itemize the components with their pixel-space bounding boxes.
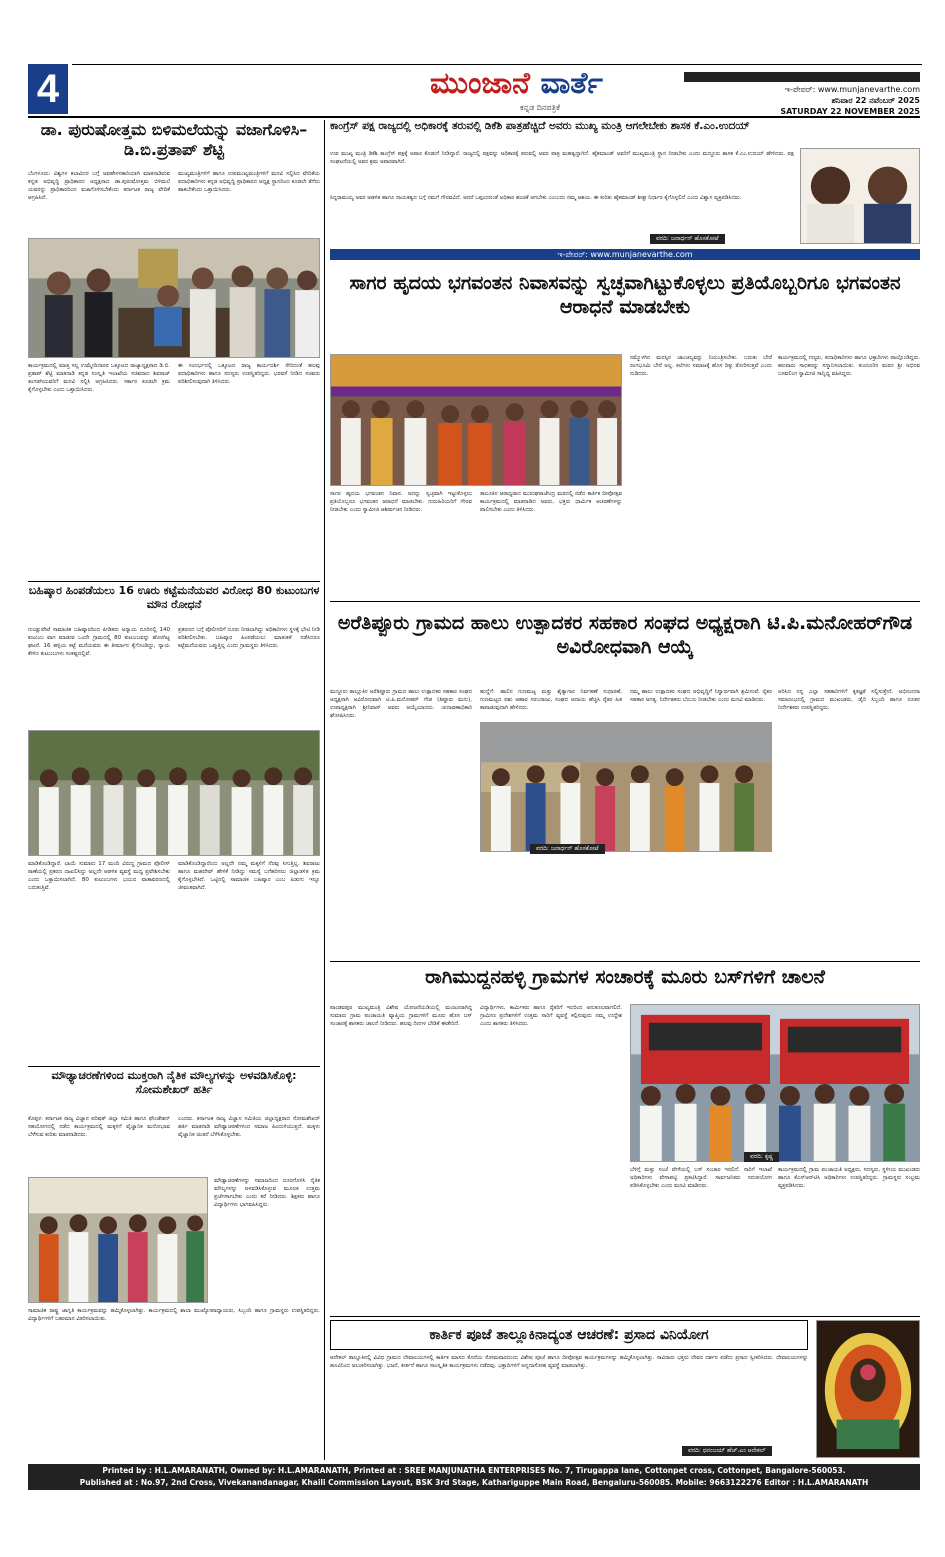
paragraph: ಮಾಡಿಕೊಂಡಿದ್ದಾರೆ. ಛಾಯೆ ಸುಮಾರು 17 ಮಂದಿ ವಿರುದ್ಧ ಗ್ರಾಮದ ಪೊಲೀಸ್ ಠಾಣೆಯಲ್ಲಿ ಪ್ರಕರಣ ದಾಖಲಿಸಿದ್ದು ಅಲ್ಲದೇ ಆಡಳಿತ ವ್ಯವಸ್ಥೆ ಮಧ್ಯ ಪ್ರವೇಶಿಸಬೇಕು ಎಂದು ಒತ್ತಾಯಿಸಲಾಗಿದೆ. 80 ಕುಟುಂಬಗಳು ಭಯದ ವಾತಾವರಣದಲ್ಲಿ ಬದುಕುತ್ತಿವೆ.: [28, 861, 170, 891]
article-text: [778, 1166, 920, 1310]
imprint-footer: [28, 1464, 920, 1490]
column-divider: [324, 120, 325, 1460]
article-text: [28, 860, 170, 1050]
paragraph: ಆನೇಕಲ್ ತಾಲ್ಲೂಕಿನಲ್ಲಿ ವಿವಿಧ ಗ್ರಾಮದ ದೇವಾಲಯಗಳಲ್ಲಿ ಕಾರ್ತಿಕ ಮಾಸದ ಕೊನೆಯ ಸೋಮವಾರದಂದು ವಿಶೇಷ ಪೂಜೆ ಹಾಗೂ ದೀಪೋತ್ಸವ ಕಾರ್ಯಕ್ರಮಗಳನ್ನು ಹಮ್ಮಿಕೊಳ್ಳಲಾಗಿತ್ತು. ಸಾವಿರಾರು ಭಕ್ತರು ದೇವರ ದರ್ಶನ ಪಡೆದು ಪ್ರಸಾದ ಸ್ವೀಕರಿಸಿದರು. ದೇವಾಲಯಗಳನ್ನು ಹೂವಿನಿಂದ ಅಲಂಕರಿಸಲಾಗಿತ್ತು. ಭಜನೆ, ಕೀರ್ತನೆ ಹಾಗೂ ಸಾಂಸ್ಕೃತಿಕ ಕಾರ್ಯಕ್ರಮಗಳು ನಡೆದವು. ಭಕ್ತಾದಿಗಳಿಗೆ ಅನ್ನದಾಸೋಹ ವ್ಯವಸ್ಥೆ ಮಾಡಲಾಗಿತ್ತು.: [330, 1355, 808, 1369]
headline-milk-society: ಅರೆತಿಪ್ಪೂರು ಗ್ರಾಮದ ಹಾಲು ಉತ್ಪಾದಕರ ಸಹಕಾರ ಸಂಘದ ಅಧ್ಯಕ್ಷರಾಗಿ ಟಿ.ಪಿ.ಮನೋಹರ್‌ಗೌಡ ಅವಿರೋಧವಾಗಿ ಆಯ್ಕೆ: [337, 612, 913, 658]
article-text: [330, 150, 794, 192]
article-text: [778, 354, 920, 594]
article-text: [630, 688, 772, 718]
article-text: [178, 860, 320, 1050]
photo-sagara-felicitation: [330, 354, 622, 486]
paragraph: ಬೆಳಿಗ್ಗೆ ಮತ್ತು ಸಂಜೆ ವೇಳೆಯಲ್ಲಿ ಬಸ್ ಸಂಚಾರ ಇರಲಿದೆ. ಸಾರಿಗೆ ಇಲಾಖೆ ಅಧಿಕಾರಿಗಳು ವೇಳಾಪಟ್ಟಿ ಪ್ರಕಟಿಸಿದ್ದಾರೆ. ಸಾರ್ವಜನಿಕರು ಸದುಪಯೋಗ ಪಡಿಸಿಕೊಳ್ಳಬೇಕು ಎಂದು ಮನವಿ ಮಾಡಿದರು.: [630, 1167, 772, 1189]
masthead-date-kannada: ಶನಿವಾರ 22 ನವೆಂಬರ್ 2025: [831, 96, 920, 105]
paragraph: ಮಾಡಿಕೊಂಡಿದ್ದಾರೆಂದು ಅಲ್ಲದೇ ನಮ್ಮ ಮಕ್ಕಳಿಗೆ ನೆರವು ಸಿಗುತ್ತಿಲ್ಲ. ಶಿವರಾಜು ಹಾಗೂ ಮಹದೇವ್ ಹೇಳಿಕೆ ನೀಡಿದ್ದು ಸಮಸ್ಯೆ ಬಗೆಹರಿಸಲು ಜಿಲ್ಲಾಡಳಿತ ಕ್ರಮ ಕೈಗೊಳ್ಳಬೇಕಿದೆ. ಒಟ್ಟಿನಲ್ಲಿ ಸಾಮಾಜಿಕ ಬಹಿಷ್ಕಾರ ಎಂಬ ಪಿಡುಗು ಇನ್ನೂ ಜೀವಂತವಾಗಿದೆ.: [178, 861, 320, 891]
paragraph: ಸಾಗರ ಹೃದಯ ಭಗವಂತನ ನಿವಾಸ. ಅದನ್ನು ಸ್ವಚ್ಛವಾಗಿ ಇಟ್ಟುಕೊಳ್ಳಲು ಪ್ರತಿಯೊಬ್ಬರೂ ಭಗವಂತನ ಆರಾಧನೆ ಮಾಡಬೇಕು. ಗುರುಹಿರಿಯರಿಗೆ ಗೌರವ ನೀಡಬೇಕು ಎಂದು ಸ್ವಾಮೀಜಿ ಆಶೀರ್ವಚನ ನೀಡಿದರು.: [330, 491, 472, 513]
headline-sagara: ಸಾಗರ ಹೃದಯ ಭಗವಂತನ ನಿವಾಸವನ್ನು ಸ್ವಚ್ಛವಾಗಿಟ್ಟುಕೊಳ್ಳಲು ಪ್ರತಿಯೊಬ್ಬರಿಗೂ ಭಗವಂತನ ಆರಾಧನೆ ಮಾಡಬೇಕು: [349, 272, 901, 318]
article-text: [214, 1177, 320, 1303]
section-divider: [330, 1316, 920, 1317]
photo-milk-society-group: [480, 722, 772, 852]
article-pratap-shetty: [28, 120, 320, 580]
article-text: [178, 626, 320, 726]
paragraph: ಪಾಂಡವಪುರ ಮುಖ್ಯಮಂತ್ರಿ ವಿಶೇಷ ಯೋಜನೆಯಡಿಯಲ್ಲಿ ಮಂಜೂರಾಗಿದ್ದ ಸುಮಾರು ಗ್ರಾಮ ಪಂಚಾಯತಿ ವ್ಯಾಪ್ತಿಯ ಗ್ರಾಮಗಳಿಗೆ ಮೂರು ಹೊಸ ಬಸ್ ಸಂಚಾರಕ್ಕೆ ಶಾಸಕರು ಚಾಲನೆ ನೀಡಿದರು. ಹಲವು ದಿನಗಳ ಬೇಡಿಕೆ ಈಡೇರಿದೆ.: [330, 1005, 472, 1027]
photo-deity-decoration: [816, 1320, 920, 1458]
caption-milk-society: ವರದಿ: ಜನಾರ್ಧನ್ ಹೊಸಕೋಟೆ: [530, 844, 605, 854]
article-text: [178, 362, 320, 580]
paragraph: ಮುಖ್ಯಮಂತ್ರಿಗಳಿಗೆ ಹಾಗೂ ಉಪಮುಖ್ಯಮಂತ್ರಿಗಳಿಗೆ ಮನವಿ ಸಲ್ಲಿಸಿದ ವೇದಿಕೆಯ ಪದಾಧಿಕಾರಿಗಳು ಕನ್ನಡ ಅಭಿವೃದ್ಧಿ ಪ್ರಾಧಿಕಾರದ ಅಧ್ಯಕ್ಷ ಸ್ಥಾನದಿಂದ ಕೂಡಲೇ ತೆಗೆದು ಹಾಕಬೇಕೆಂದು ಒತ್ತಾಯಿಸಿದರು.: [178, 171, 320, 193]
masthead-info-bar: [684, 72, 920, 82]
article-text: [330, 194, 794, 234]
section-divider: [28, 1066, 320, 1067]
masthead-website[interactable]: ಇ-ಪೇಪರ್: www.munjanevarthe.com: [784, 85, 920, 94]
paragraph: ಉಪ ಮುಖ್ಯ ಮಂತ್ರಿ ಡಿಕೆಶಿ ಕಾಂಗ್ರೆಸ್ ಪಕ್ಷಕ್ಕೆ ಅಪಾರ ಕೊಡುಗೆ ನೀಡಿದ್ದಾರೆ. ರಾಜ್ಯದಲ್ಲಿ ಪಕ್ಷವನ್ನು ಅಧಿಕಾರಕ್ಕೆ ತರುವಲ್ಲಿ ಅವರ ಪಾತ್ರ ಮಹತ್ವದ್ದಾಗಿದೆ. ಹೈಕಮಾಂಡ್ ಅವರಿಗೆ ಮುಖ್ಯಮಂತ್ರಿ ಸ್ಥಾನ ನೀಡಬೇಕು ಎಂದು ಮದ್ದೂರು ಶಾಸಕ ಕೆ.ಎಂ.ಉದಯ್ ಹೇಳಿದರು. ಪಕ್ಷ ಸಂಘಟನೆಯಲ್ಲಿ ಅವರ ಶ್ರಮ ಅಪಾರವಾಗಿದೆ.: [330, 151, 794, 165]
paragraph: ಮದ್ದೂರು ತಾಲ್ಲೂಕಿನ ಅರೆತಿಪ್ಪೂರು ಗ್ರಾಮದ ಹಾಲು ಉತ್ಪಾದಕರ ಸಹಕಾರ ಸಂಘದ ಅಧ್ಯಕ್ಷರಾಗಿ ಅವಿರೋಧವಾಗಿ ಟಿ.ಪಿ.ಮನೋಹರ್ ಗೌಡ (ತಿಪ್ಪೂರು ಮನು), ಉಪಾಧ್ಯಕ್ಷರಾಗಿ ಶ್ರೀನಿವಾಸ್ ಅವರು ಆಯ್ಕೆಯಾದರು. ಚುನಾವಣಾಧಿಕಾರಿ ಘೋಷಿಸಿದರು.: [330, 689, 472, 719]
headline-bus-service: ರಾಗಿಮುದ್ದನಹಳ್ಳಿ ಗ್ರಾಮಗಳ ಸಂಚಾರಕ್ಕೆ ಮೂರು ಬಸ್‌ಗಳಿಗೆ ಚಾಲನೆ: [425, 966, 825, 988]
masthead-title-part1: ಮುಂಜಾನೆ: [430, 66, 530, 101]
paragraph: ಕಾರ್ಯಕ್ರಮದಲ್ಲಿ ಗಣ್ಯರು, ಪದಾಧಿಕಾರಿಗಳು ಹಾಗೂ ಭಕ್ತಾದಿಗಳು ಪಾಲ್ಗೊಂಡಿದ್ದರು. ಹಲವಾರು ಸಾಧಕರನ್ನು ಸನ್ಮಾನಿಸಲಾಯಿತು. ಕುಂದೂರಿನ ಮಠದ ಶ್ರೀ ಅಭಿನವ ಬಸವಲಿಂಗ ಸ್ವಾಮೀಜಿ ಸಾನ್ನಿಧ್ಯ ವಹಿಸಿದ್ದರು.: [778, 355, 920, 377]
paragraph: ನಮ್ಮ ಹಾಲು ಉತ್ಪಾದಕರ ಸಂಘದ ಅಭಿವೃದ್ಧಿಗೆ ನಿಸ್ವಾರ್ಥವಾಗಿ ಶ್ರಮಿಸುವೆ. ರೈತರ ಸಹಕಾರ ಅಗತ್ಯ. ನಿರ್ದೇಶಕರು ಬೆಂಬಲ ನೀಡಬೇಕು ಎಂದು ಮನವಿ ಮಾಡಿದರು.: [630, 689, 772, 703]
paragraph: ಆರಿಸಿದ ನನ್ನ ಎಲ್ಲಾ ಸಹಕಾರಿಗಳಿಗೆ ಕೃತಜ್ಞತೆ ಸಲ್ಲಿಸುತ್ತೇನೆ. ಅಭಿನಂದನಾ ಸಮಾರಂಭದಲ್ಲಿ ಗ್ರಾಮದ ಮುಖಂಡರು, ಡೈರಿ ಸಿಬ್ಬಂದಿ ಹಾಗೂ ನೂತನ ನಿರ್ದೇಶಕರು ಉಪಸ್ಥಿತರಿದ್ದರು.: [778, 689, 920, 711]
paragraph: ತಾಲೂಕಿನ ಆರಾಧ್ಯರಾದ ಮುರುಘರಾಜೇಂದ್ರ ಮಠದಲ್ಲಿ ನಡೆದ ಕಾರ್ತಿಕ ದೀಪೋತ್ಸವ ಕಾರ್ಯಕ್ರಮದಲ್ಲಿ ಮಾತನಾಡಿದ ಅವರು, ಭಕ್ತರು ಧಾರ್ಮಿಕ ಆಚರಣೆಗಳನ್ನು ಪಾಲಿಸಬೇಕು ಎಂದು ತಿಳಿಸಿದರು.: [480, 491, 622, 513]
paragraph: ಹುದ್ದೆಗೆ: ಹಾಲಿನ ಗುಣಮಟ್ಟ ಮತ್ತು ಶೈತ್ಯಾಗಾರ ನಿರ್ವಹಣೆ ಸುಧಾರಣೆ, ಗುಣಮಟ್ಟದ ಪಶು ಆಹಾರ ಸರಬರಾಜು, ಸಂಘದ ಆದಾಯ ಹೆಚ್ಚಿಸಿ ರೈತರ ಹಿತ ಕಾಪಾಡುವುದಾಗಿ ಹೇಳಿದರು.: [480, 689, 622, 711]
article-text: [630, 354, 772, 594]
article-text: [28, 362, 170, 580]
article-text: [778, 688, 920, 956]
photo-pratap-shetty-meeting: [28, 238, 320, 358]
article-text: [480, 688, 622, 718]
website-banner[interactable]: ಇ-ಪೇಪರ್: www.munjanevarthe.com: [330, 249, 920, 260]
paragraph: ವಿದ್ಯಾರ್ಥಿಗಳು, ಕಾರ್ಮಿಕರು ಹಾಗೂ ರೈತರಿಗೆ ಇದರಿಂದ ಅನುಕೂಲವಾಗಲಿದೆ. ಗ್ರಾಮೀಣ ಪ್ರದೇಶಗಳಿಗೆ ಉತ್ತಮ ಸಾರಿಗೆ ವ್ಯವಸ್ಥೆ ಕಲ್ಪಿಸುವುದು ನಮ್ಮ ಉದ್ದೇಶ ಎಂದು ಶಾಸಕರು ತಿಳಿಸಿದರು.: [480, 1005, 622, 1027]
article-bus-service: [330, 964, 920, 1314]
imprint-line-1: Printed by : H.L.AMARANATH, Owned by: H.L.AMARANATH, Printed at : SREE MANJUNATHA ENTERPRISES No. 7, Tirugappa lane, Cottonpet cross, Cottonpet, Bangalore-560053.: [102, 1466, 846, 1475]
headline-karthika-box: [330, 1320, 808, 1350]
imprint-line-2: Published at : No.97, 2nd Cross, Vivekanandanagar, Khaili Commission Layout, BSK 3rd Stage, Kathariguppe Main Road, Bengaluru-560085. Mobile: 9663122276 Editor : H.L.AMARANATH: [79, 1478, 869, 1487]
headline-km-uday: ಕಾಂಗ್ರೆಸ್ ಪಕ್ಷ ರಾಜ್ಯದಲ್ಲಿ ಅಧಿಕಾರಕ್ಕೆ ತರುವಲ್ಲಿ ಡಿಕೆಶಿ ಪಾತ್ರಹೆಚ್ಚಿದೆ ಅವರು ಮುಖ್ಯ ಮಂತ್ರಿ ಆಗಲೇಬೇಕು ಶಾಸಕ ಕೆ.ಎಂ.ಉದಯ್: [330, 120, 750, 132]
paragraph: ಮೌಢ್ಯಾಚರಣೆಗಳನ್ನು ಸಮಾಜದಿಂದ ದೂರಗೊಳಿಸಿ ನೈತಿಕ ಮೌಲ್ಯಗಳನ್ನು ಅಳವಡಿಸಿಕೊಳ್ಳುವ ಮೂಲಕ ಉತ್ತಮ ಪ್ರಜೆಗಳಾಗಬೇಕು ಎಂದು ಕರೆ ನೀಡಿದರು. ಶಿಕ್ಷಕರು ಹಾಗೂ ವಿದ್ಯಾರ್ಥಿಗಳು ಭಾಗವಹಿಸಿದ್ದರು.: [214, 1178, 320, 1208]
article-text: [330, 1354, 808, 1446]
caption-bus-service: ವರದಿ: ಕೃಷ್ಣ: [744, 1152, 779, 1162]
paragraph: ಎಂದರು. ಕರ್ನಾಟಕ ರಾಜ್ಯ ವಿಜ್ಞಾನ ಸಮಿತಿಯ ಜಿಲ್ಲಾಧ್ಯಕ್ಷರಾದ ಸೋಮಶೇಖರ್ ಹರ್ತಿ ಮಾತನಾಡಿ ಮೌಢ್ಯಾಚರಣೆಗಳಿಂದ ಸಮಾಜ ಹಿಂದುಳಿಯುತ್ತದೆ. ಮಕ್ಕಳು ವೈಜ್ಞಾನಿಕ ಚಿಂತನೆ ಬೆಳೆಸಿಕೊಳ್ಳಬೇಕು.: [178, 1116, 320, 1138]
page-number: 4: [28, 64, 68, 114]
article-text: [630, 1166, 772, 1310]
section-divider: [330, 961, 920, 962]
section-divider: [28, 581, 320, 582]
paragraph: ಕಾರ್ಯಕ್ರಮದಲ್ಲಿ ಗ್ರಾಮ ಪಂಚಾಯತಿ ಅಧ್ಯಕ್ಷರು, ಸದಸ್ಯರು, ಸ್ಥಳೀಯ ಮುಖಂಡರು ಹಾಗೂ ಕೆಎಸ್‌ಆರ್‌ಟಿಸಿ ಅಧಿಕಾರಿಗಳು ಉಪಸ್ಥಿತರಿದ್ದರು. ಗ್ರಾಮಸ್ಥರು ಸಂಭ್ರಮ ವ್ಯಕ್ತಪಡಿಸಿದರು.: [778, 1167, 920, 1189]
headline-mouda: ಮೌಢ್ಯಾಚರಣೆಗಳಿಂದ ಮುಕ್ತರಾಗಿ ನೈತಿಕ ಮೌಲ್ಯಗಳನ್ನು ಅಳವಡಿಸಿಕೊಳ್ಳಿ: ಸೋಮಶೇಖರ್ ಹರ್ತಿ: [51, 1069, 297, 1096]
article-milk-society: [330, 604, 920, 959]
article-text: [28, 1307, 320, 1455]
article-mouda: [28, 1069, 320, 1459]
article-text: [480, 490, 622, 594]
article-text: [330, 1004, 472, 1310]
paragraph: ಸಾಮಾಜಿಕ ರಾಷ್ಟ್ರ ಜಾಗೃತಿ ಕಾರ್ಯಕ್ರಮವನ್ನು ಹಮ್ಮಿಕೊಳ್ಳಲಾಗಿತ್ತು. ಕಾರ್ಯಕ್ರಮದಲ್ಲಿ ಶಾಲಾ ಮುಖ್ಯೋಪಾಧ್ಯಾಯರು, ಸಿಬ್ಬಂದಿ ಹಾಗೂ ಗ್ರಾಮಸ್ಥರು ಉಪಸ್ಥಿತರಿದ್ದರು. ವಿದ್ಯಾರ್ಥಿಗಳಿಗೆ ಬಹುಮಾನ ವಿತರಿಸಲಾಯಿತು.: [28, 1308, 320, 1322]
article-text: [28, 1115, 170, 1175]
paragraph: ಕೊಪ್ಪಳ: ಕರ್ನಾಟಕ ರಾಜ್ಯ ವಿಜ್ಞಾನ ಪರಿಷತ್ ಜಿಲ್ಲಾ ಸಮಿತಿ ಹಾಗೂ ಫೌಂಡೇಶನ್ ಸಹಯೋಗದಲ್ಲಿ ನಡೆದ ಕಾರ್ಯಕ್ರಮದಲ್ಲಿ ಮಕ್ಕಳಿಗೆ ವೈಜ್ಞಾನಿಕ ಮನೋಭಾವ ಬೆಳೆಸುವ ಕುರಿತು ಮಾತನಾಡಿದರು.: [28, 1116, 170, 1138]
photo-portraits: [800, 148, 920, 244]
article-sagara: [330, 262, 920, 597]
paragraph: ಗುಂಡ್ಲುಪೇಟೆ ಸಾಮಾಜಿಕ ಬಹಿಷ್ಕಾರದಿಂದ ಪೀಡಿತರು ಅನ್ಯಾಯ ದೂರಿನಲ್ಲಿ 140 ಕುಟುಂಬ ವಾಗ ಮಾಡುವ ಒಂದೇ ಗ್ರಾಮದಲ್ಲಿ 80 ಕುಟುಂಬವನ್ನು ಹೊರಗಿಟ್ಟ ಘಟನೆ. 16 ಹಳ್ಳಿಯ ಕಟ್ಟೆ ಮನೆಯವರು ಈ ತೀರ್ಮಾನ ಕೈಗೊಂಡಿದ್ದು, ನ್ಯಾಯ ಕೇಳಿದ ಕುಟುಂಬಗಳು ಸಂಕಷ್ಟದಲ್ಲಿವೆ.: [28, 627, 170, 657]
caption-km-uday: ವರದಿ: ಜನಾರ್ಧನ್ ಹೊಸಕೋಟೆ: [650, 234, 725, 244]
photo-mouda-event: [28, 1177, 208, 1303]
article-km-uday: [330, 120, 920, 245]
paragraph: ಕಾರ್ಯಕ್ರಮದಲ್ಲಿ ಮಾತ್ತ ಸಲ್ಲ ಉಮ್ಮೇದಿದಾರರ ಒಕ್ಕೂಟದ ರಾಜ್ಯಾಧ್ಯಕ್ಷರಾದ ಡಿ.ಬಿ. ಪ್ರತಾಪ್ ಶೆಟ್ಟಿ ಮಾತನಾಡಿ ಕನ್ನಡ ಸಂಸ್ಕೃತಿ ಇಲಾಖೆಯ ಸಚಿವರಾದ ಶಿವರಾಜ್ ತಂಗಡಗಿಯವರಿಗೆ ಮನವಿ ಸಲ್ಲಿಸಿ ಆಗ್ರಹಿಸಿದರು. ಸರ್ಕಾರ ಕೂಡಲೇ ಕ್ರಮ ಕೈಗೊಳ್ಳಬೇಕು ಎಂದು ಒತ್ತಾಯಿಸಿದರು.: [28, 363, 170, 393]
masthead-bottom-rule: [28, 116, 920, 118]
article-text: [330, 688, 472, 956]
caption-karthika: ವರದಿ: ಧನಂಜಯ್ ಹೆಚ್.ಎಂ ಆನೇಕಲ್: [682, 1446, 772, 1456]
paragraph: ಸಿದ್ದರಾಮಯ್ಯ ಅವರ ಆಡಳಿತ ಹಾಗೂ ನಾಯಕತ್ವದ ಬಗ್ಗೆ ನಮಗೆ ಗೌರವವಿದೆ. ಆದರೆ ಒಪ್ಪಂದದಂತೆ ಅಧಿಕಾರ ಹಂಚಿಕೆ ಆಗಬೇಕು ಎಂಬುದು ನಮ್ಮ ಆಶಯ. ಈ ಕುರಿತು ಹೈಕಮಾಂಡ್ ಶೀಘ್ರ ನಿರ್ಧಾರ ಕೈಗೊಳ್ಳಲಿದೆ ಎಂದು ವಿಶ್ವಾಸ ವ್ಯಕ್ತಪಡಿಸಿದರು.: [330, 195, 742, 201]
article-text: [480, 1004, 622, 1310]
article-karthika: [330, 1320, 920, 1460]
masthead-info: [684, 72, 920, 117]
masthead-subtitle: ಕನ್ನಡ ದಿನಪತ್ರಿಕೆ: [520, 103, 561, 112]
paragraph: ಬೆಂಗಳೂರು: ವಿಶ್ವಗಳ ಕಲಾವಿದರ ಬಗ್ಗೆ ಅವಹೇಳನಕಾರಿಯಾಗಿ ಮಾತನಾಡಿರುವ ಕನ್ನಡ ಅಭಿವೃದ್ಧಿ ಪ್ರಾಧಿಕಾರದ ಅಧ್ಯಕ್ಷರಾದ ಡಾ.ಪುರುಷೋತ್ತಮ ಬಿಳಿಮಲೆ ಯವರನ್ನು ಪ್ರಾಧಿಕಾರದಿಂದ ವಜಾಗೊಳಿಸಬೇಕೆಂದು ಕರ್ನಾಟಕ ರಾಜ್ಯ ವೇದಿಕೆ ಆಗ್ರಹಿಸಿದೆ.: [28, 171, 170, 201]
paragraph: ನಮ್ಮೊಳಗಿನ ಮನಸ್ಸಿನ ಚಾಂಚಲ್ಯವನ್ನು ನಿಯಂತ್ರಿಸಬೇಕು. ಬದುಕು ಬೇರೆ ರಂಗಭೂಮಿ ಬೇರೆ ಅಲ್ಲ. ಕಲೆಗಳು ಸಮಾಜಕ್ಕೆ ಹೊಸ ದಿಕ್ಕು ತೋರಿಸುತ್ತವೆ ಎಂದು ನುಡಿದರು.: [630, 355, 772, 377]
masthead-date-english: SATURDAY 22 NOVEMBER 2025: [780, 107, 920, 116]
article-text: [178, 1115, 320, 1175]
article-text: [28, 626, 170, 726]
section-divider: [330, 601, 920, 602]
photo-hippargi-villagers: [28, 730, 320, 856]
paragraph: ಪ್ರಕರಣದ ಬಗ್ಗೆ ಪೊಲೀಸರಿಗೆ ದೂರು ನೀಡಲಾಗಿದ್ದು ಅಧಿಕಾರಿಗಳು ಸ್ಥಳಕ್ಕೆ ಭೇಟಿ ನೀಡಿ ಪರಿಶೀಲಿಸಬೇಕು. ಬಹಿಷ್ಕಾರ ಹಿಂಪಡೆಯಲು ಮಾತುಕತೆ ನಡೆಸಿದರೂ ಕಟ್ಟೆಮನೆಯವರು ಒಪ್ಪುತ್ತಿಲ್ಲ ಎಂದು ಗ್ರಾಮಸ್ಥರು ತಿಳಿಸಿದರು.: [178, 627, 320, 649]
photo-bus-launch: [630, 1004, 920, 1162]
masthead-top-rule: [72, 64, 922, 65]
masthead-title-part2: ವಾರ್ತೆ: [540, 66, 603, 101]
article-hippargi: [28, 584, 320, 1064]
article-text: [330, 490, 472, 594]
headline-hippargi: ಬಹಿಷ್ಕಾರ ಹಿಂಪಡೆಯಲು 16 ಊರು ಕಟ್ಟೆಮನೆಯವರ ವಿರೋಧ 80 ಕುಟುಂಬಗಳ ಮೌನ ರೋಧನೆ: [28, 584, 320, 611]
headline-karthika: ಕಾರ್ತಿಕ ಪೂಜೆ ತಾಲ್ಲೂಕಿನಾದ್ಯಂತ ಆಚರಣೆ: ಪ್ರಸಾದ ವಿನಿಯೋಗ: [429, 1327, 709, 1343]
headline-pratap-shetty: ಡಾ. ಪುರುಷೋತ್ತಮ ಬಿಳಿಮಲೆಯನ್ನು ವಜಾಗೊಳಿಸಿ–ಡಿ.ಬಿ.ಪ್ರತಾಪ್ ಶೆಟ್ಟಿ: [40, 120, 308, 159]
paragraph: ಈ ಸಂದರ್ಭದಲ್ಲಿ ಒಕ್ಕೂಟದ ರಾಜ್ಯ ಕಾರ್ಯದರ್ಶಿ ಸೇರಿದಂತೆ ಹಲವು ಪದಾಧಿಕಾರಿಗಳು ಹಾಗೂ ಸದಸ್ಯರು ಉಪಸ್ಥಿತರಿದ್ದರು. ಭರವಸೆ ನೀಡಿದ ಸಚಿವರು ಪರಿಶೀಲಿಸುವುದಾಗಿ ತಿಳಿಸಿದರು.: [178, 363, 320, 385]
